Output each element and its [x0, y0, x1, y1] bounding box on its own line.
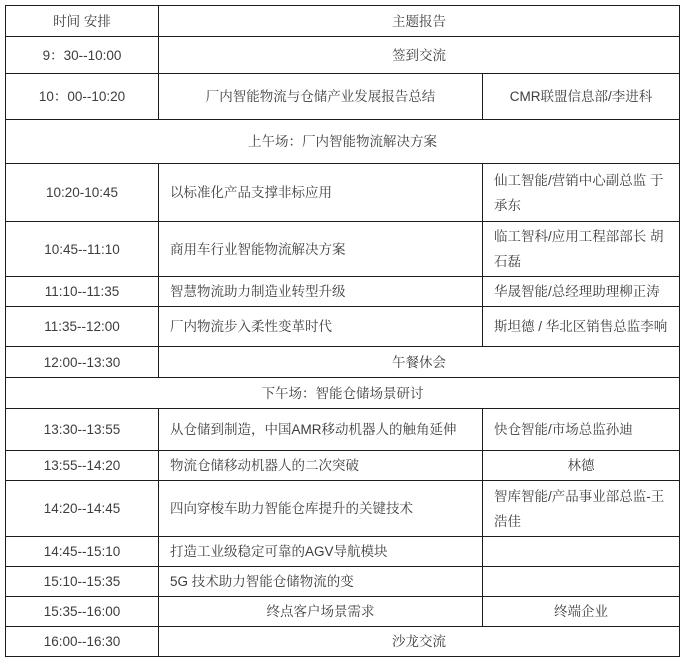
table-row	[6, 37, 680, 74]
speaker-cell: 快仓智能/市场总监孙迪	[483, 409, 680, 451]
table-row	[6, 409, 680, 451]
table-row	[6, 537, 680, 567]
topic-cell: 以标准化产品支撑非标应用	[159, 164, 483, 222]
time-cell: 10：00--10:20	[6, 74, 159, 120]
table-row	[6, 74, 680, 120]
topic-cell: 打造工业级稳定可靠的AGV导航模块	[159, 537, 483, 567]
time-cell: 10:20-10:45	[6, 164, 159, 222]
table-row	[6, 222, 680, 277]
topic-cell: 物流仓储移动机器人的二次突破	[159, 451, 483, 481]
time-cell: 10:45--11:10	[6, 222, 159, 277]
speaker-cell	[483, 567, 680, 597]
time-cell: 11:10--11:35	[6, 277, 159, 307]
topic-cell: 签到交流	[159, 37, 680, 74]
topic-cell: 午餐休会	[159, 347, 680, 378]
topic-cell: 沙龙交流	[159, 627, 680, 657]
header-time-cell: 时间 安排	[6, 6, 159, 37]
time-cell: 14:20--14:45	[6, 481, 159, 537]
topic-cell: 5G 技术助力智能仓储物流的变	[159, 567, 483, 597]
topic-cell: 终点客户场景需求	[159, 597, 483, 627]
time-cell: 9：30--10:00	[6, 37, 159, 74]
table-row	[6, 481, 680, 537]
table-row	[6, 277, 680, 307]
time-cell: 14:45--15:10	[6, 537, 159, 567]
time-cell: 15:10--15:35	[6, 567, 159, 597]
time-cell: 13:30--13:55	[6, 409, 159, 451]
topic-cell: 商用车行业智能物流解决方案	[159, 222, 483, 277]
time-cell: 16:00--16:30	[6, 627, 159, 657]
time-cell: 11:35--12:00	[6, 307, 159, 347]
speaker-cell: 智库智能/产品事业部总监-王浩佳	[483, 481, 680, 537]
table-row	[6, 567, 680, 597]
speaker-cell: 终端企业	[483, 597, 680, 627]
table-header-row	[6, 6, 680, 37]
table-row	[6, 164, 680, 222]
speaker-cell: CMR联盟信息部/李进科	[483, 74, 680, 120]
speaker-cell	[483, 537, 680, 567]
time-cell: 12:00--13:30	[6, 347, 159, 378]
speaker-cell: 华晟智能/总经理助理柳正涛	[483, 277, 680, 307]
speaker-cell: 斯坦德 / 华北区销售总监李响	[483, 307, 680, 347]
section-row	[6, 378, 680, 409]
topic-cell: 厂内智能物流与仓储产业发展报告总结	[159, 74, 483, 120]
speaker-cell: 仙工智能/营销中心副总监 于承东	[483, 164, 680, 222]
time-cell: 15:35--16:00	[6, 597, 159, 627]
schedule-table	[5, 5, 680, 657]
section-title-cell: 下午场：智能仓储场景研讨	[6, 378, 680, 409]
topic-cell: 厂内物流步入柔性变革时代	[159, 307, 483, 347]
topic-cell: 四向穿梭车助力智能仓库提升的关键技术	[159, 481, 483, 537]
header-topic-cell: 主题报告	[159, 6, 680, 37]
topic-cell: 智慧物流助力制造业转型升级	[159, 277, 483, 307]
section-row	[6, 120, 680, 164]
time-cell: 13:55--14:20	[6, 451, 159, 481]
table-row	[6, 347, 680, 378]
table-row	[6, 597, 680, 627]
topic-cell: 从仓储到制造，中国AMR移动机器人的触角延伸	[159, 409, 483, 451]
schedule-table-wrapper	[5, 5, 680, 657]
table-row	[6, 307, 680, 347]
section-title-cell: 上午场：厂内智能物流解决方案	[6, 120, 680, 164]
speaker-cell: 林德	[483, 451, 680, 481]
table-row	[6, 451, 680, 481]
speaker-cell: 临工智科/应用工程部部长 胡石磊	[483, 222, 680, 277]
table-row	[6, 627, 680, 657]
